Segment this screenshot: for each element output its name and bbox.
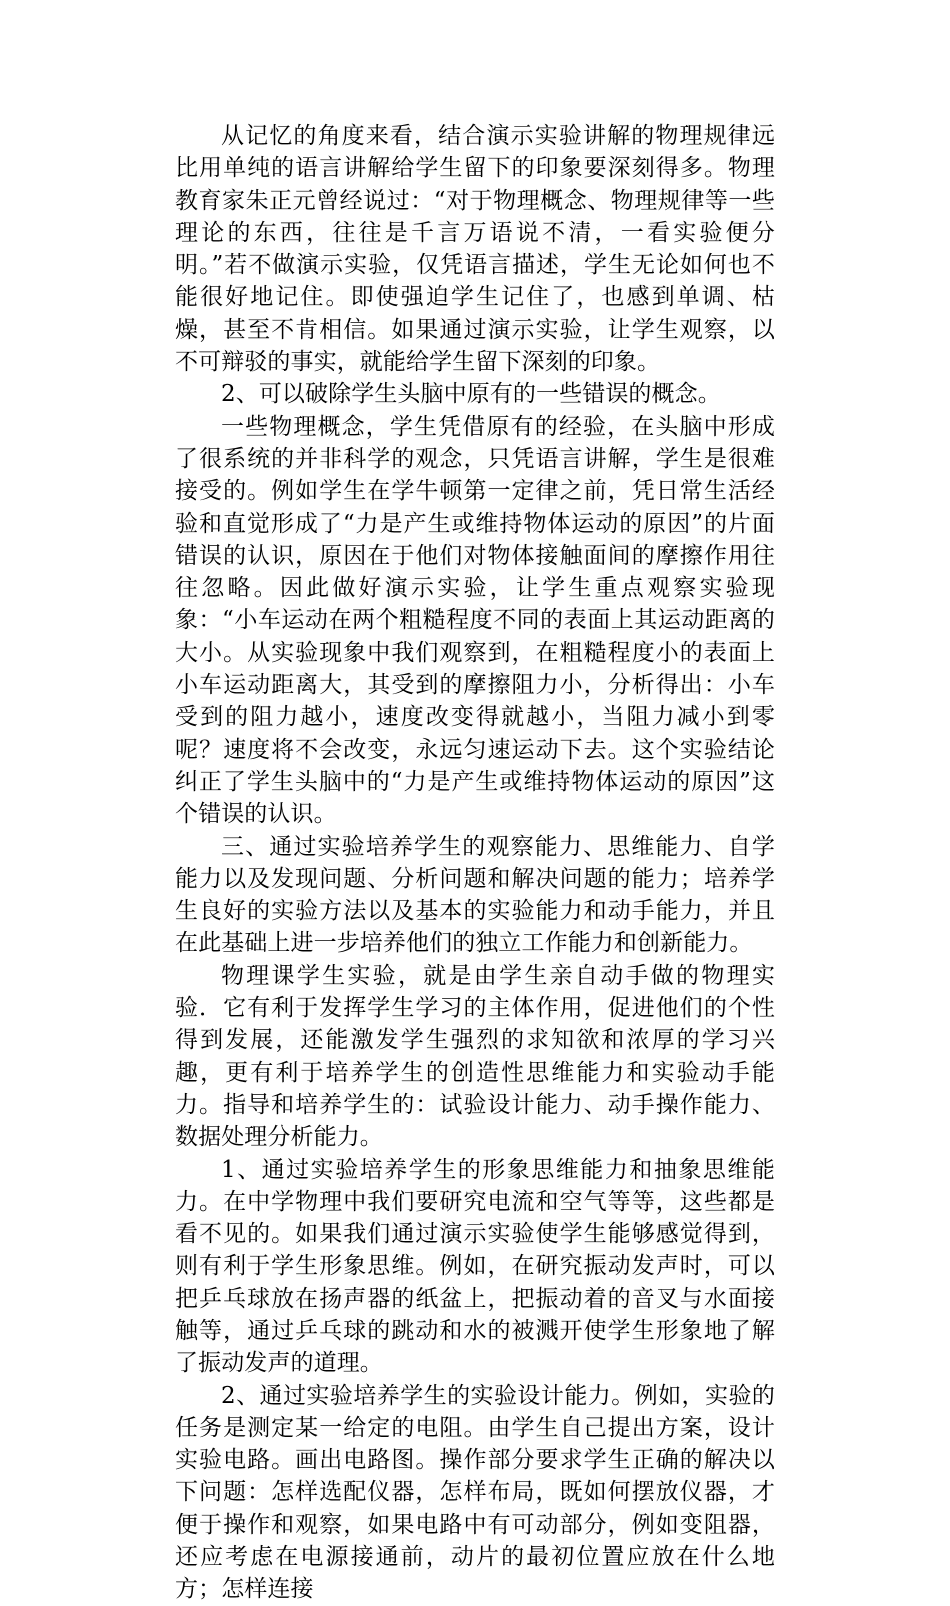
- paragraph-memory-perspective: 从记忆的角度来看，结合演示实验讲解的物理规律远比用单纯的语言讲解给学生留下的印象要深刻得多。物理教育家朱正元曾经说过：“对于物理概念、物理规律等一些理论的东西，往往是千言万语说不清，一看实验便分明。”若不做演示实验，仅凭语言描述，学生无论如何也不能很好地记住。即使强迫学生记住了，也感到单调、枯燥，甚至不肯相信。如果通过演示实验，让学生观察，以不可辩驳的事实，就能给学生留下深刻的印象。: [175, 123, 775, 376]
- paragraph-point-2-heading: 2、可以破除学生头脑中原有的一些错误的概念。: [221, 381, 721, 408]
- document-page: [175, 120, 775, 1606]
- paragraph-thinking-ability: 1、通过实验培养学生的形象思维能力和抽象思维能力。在中学物理中我们要研究电流和空气等等，这些都是看不见的。如果我们通过演示实验使学生能够感觉得到，则有利于学生形象思维。例如，在研究振动发声时，可以把乒乓球放在扬声器的纸盆上，把振动着的音叉与水面接触等，通过乒乓球的跳动和水的被溅开使学生形象地了解了振动发声的道理。: [175, 1156, 775, 1377]
- paragraph-student-experiments: 物理课学生实验，就是由学生亲自动手做的物理实验．它有利于发挥学生学习的主体作用，促进他们的个性得到发展，还能激发学生强烈的求知欲和浓厚的学习兴趣，更有利于培养学生的创造性思维能力和实验动手能力。指导和培养学生的：试验设计能力、动手操作能力、数据处理分析能力。: [175, 962, 775, 1151]
- paragraph-design-ability: 2、通过实验培养学生的实验设计能力。例如，实验的任务是测定某一给定的电阻。由学生自己提出方案，设计实验电路。画出电路图。操作部分要求学生正确的解决以下问题：怎样选配仪器，怎样布局，既如何摆放仪器，才便于操作和观察，如果电路中有可动部分，例如变阻器，还应考虑在电源接通前，动片的最初位置应放在什么地方；怎样连接: [175, 1382, 775, 1603]
- paragraph-misconceptions: 一些物理概念，学生凭借原有的经验，在头脑中形成了很系统的并非科学的观念，只凭语言讲解，学生是很难接受的。例如学生在学牛顿第一定律之前，凭日常生活经验和直觉形成了“力是产生或维持物体运动的原因”的片面错误的认识，原因在于他们对物体接触面间的摩擦作用往往忽略。因此做好演示实验，让学生重点观察实验现象：“小车运动在两个粗糙程度不同的表面上其运动距离的大小。从实验现象中我们观察到，在粗糙程度小的表面上小车运动距离大，其受到的摩擦阻力小，分析得出：小车受到的阻力越小，速度改变得就越小，当阻力减小到零呢？速度将不会改变，永远匀速运动下去。这个实验结论纠正了学生头脑中的“力是产生或维持物体运动的原因”这个错误的认识。: [175, 413, 775, 828]
- paragraph-section-3-heading: 三、通过实验培养学生的观察能力、思维能力、自学能力以及发现问题、分析问题和解决问题的能力；培养学生良好的实验方法以及基本的实验能力和动手能力，并且在此基础上进一步培养他们的独立工作能力和创新能力。: [175, 833, 775, 957]
